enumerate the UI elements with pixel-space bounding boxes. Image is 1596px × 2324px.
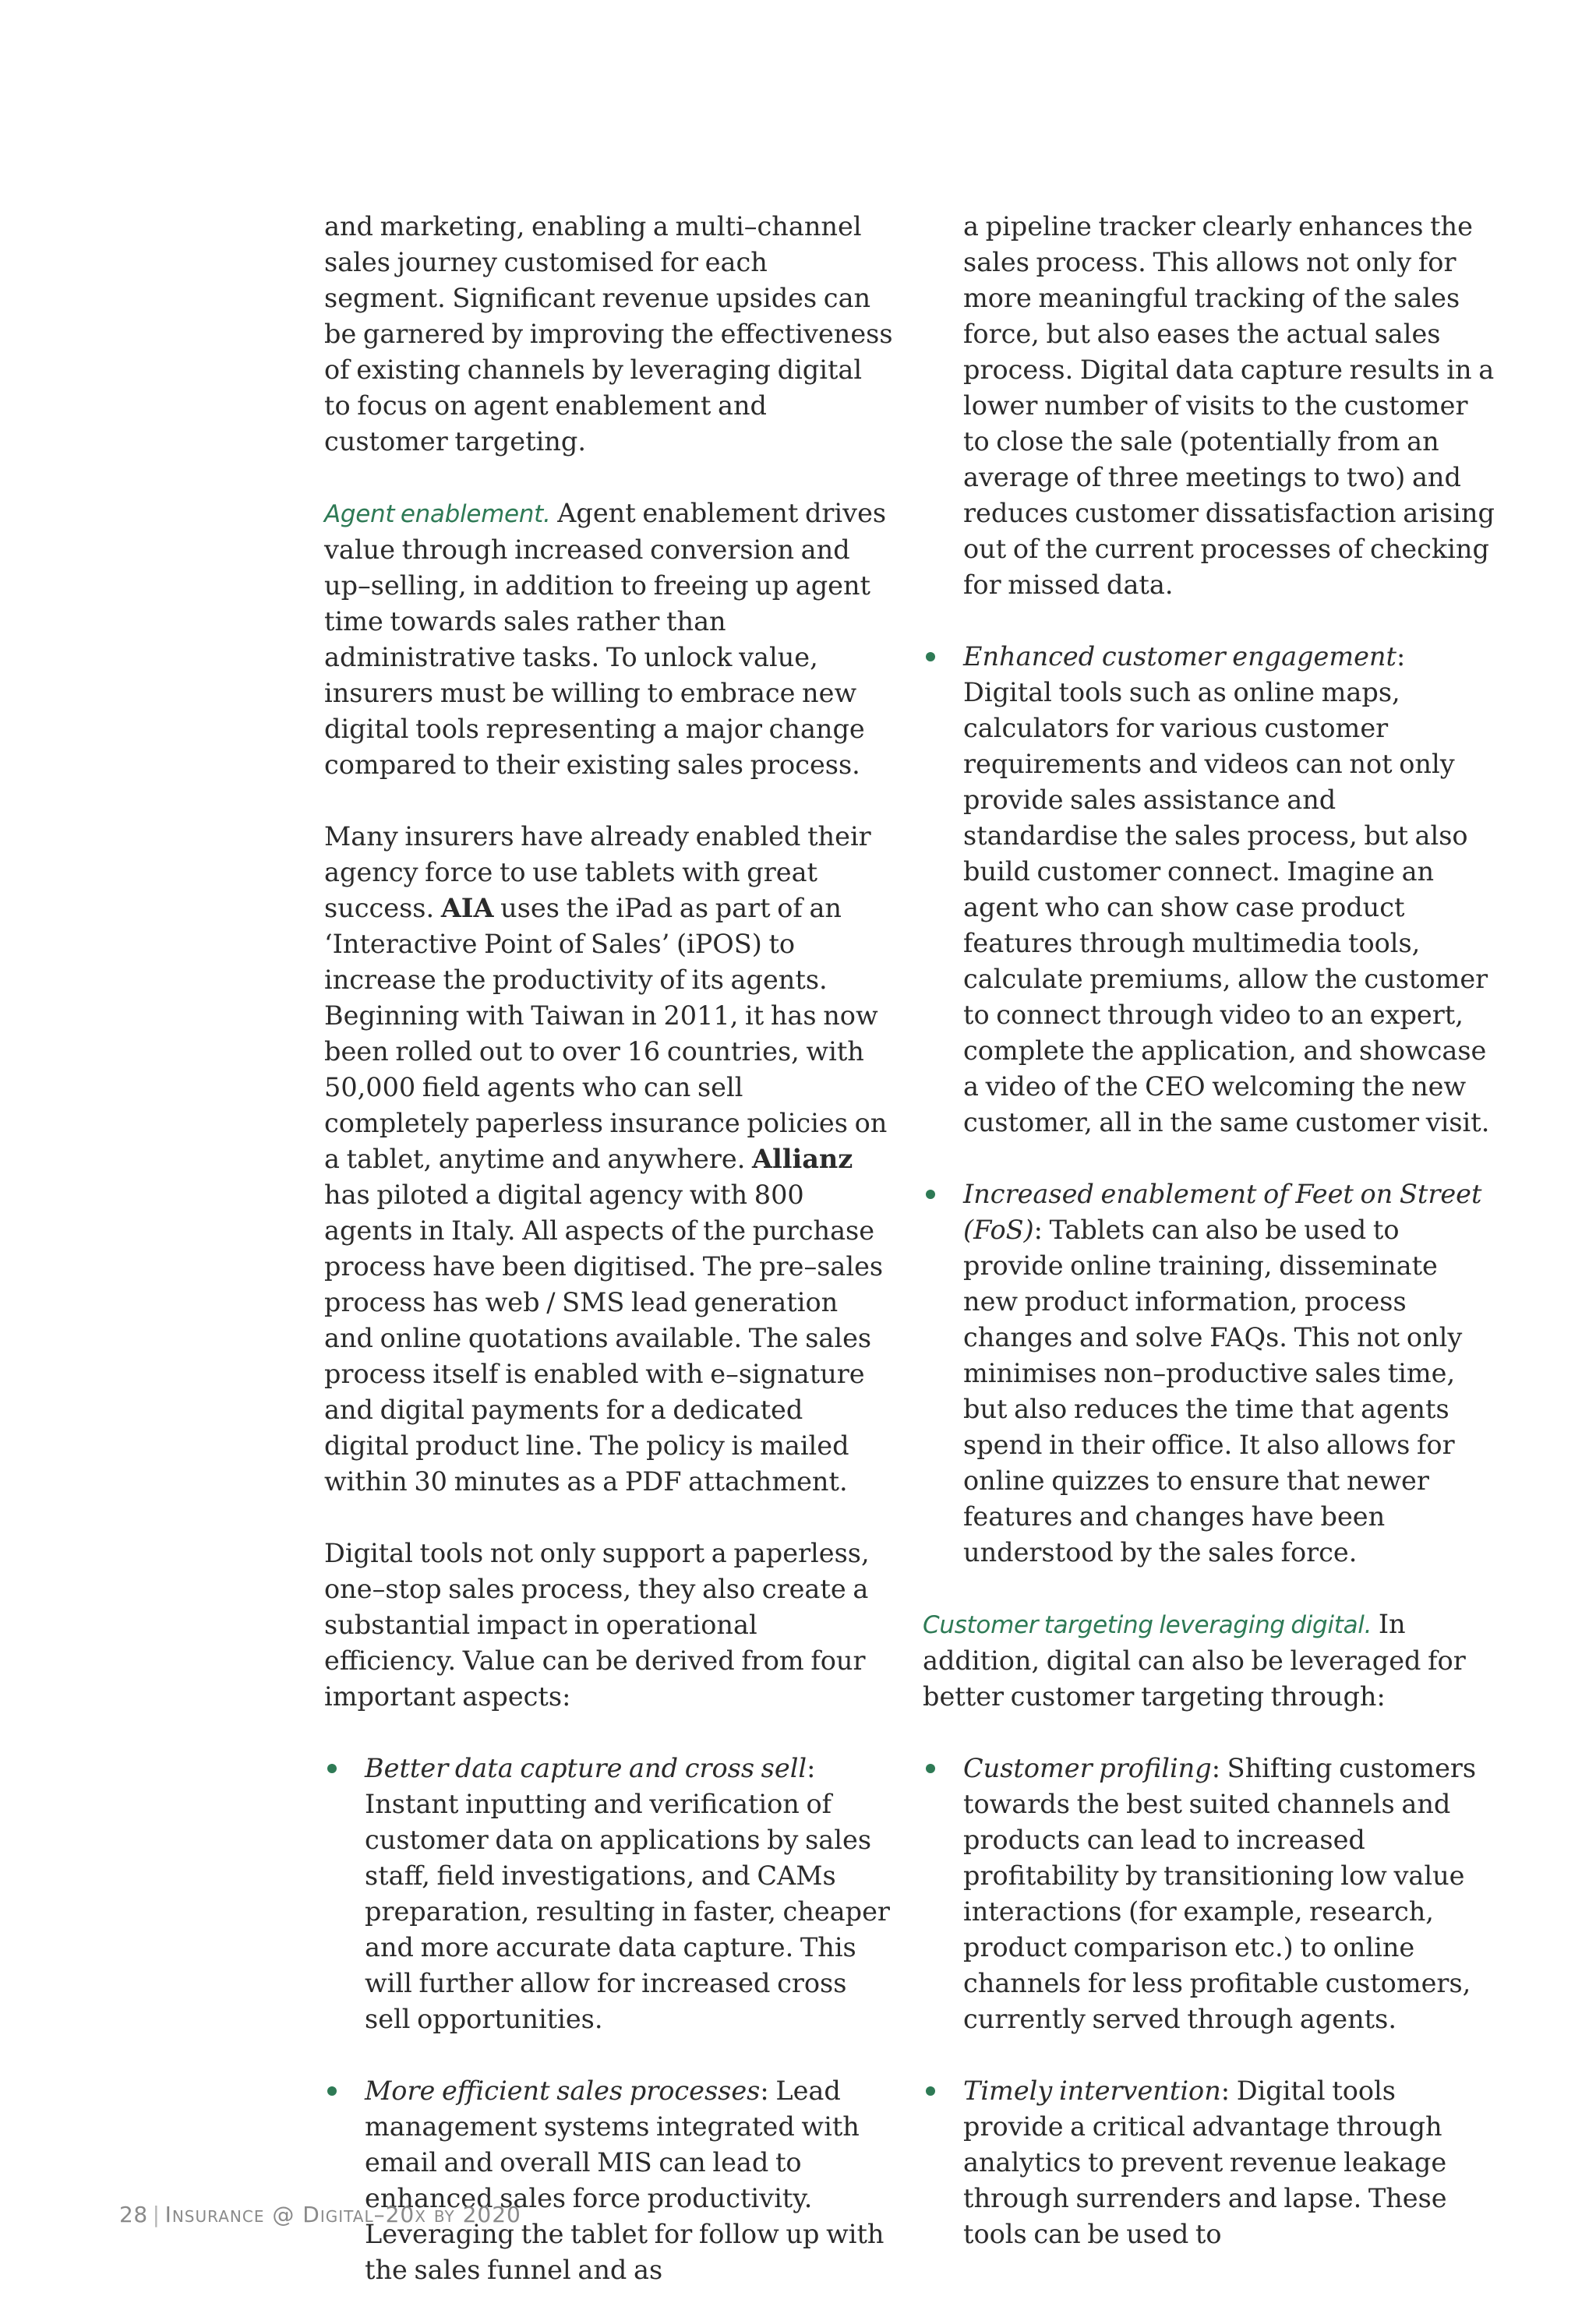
agent-enablement-text: Agent enablement drives value through increased conversion and up–selling, in addition to freeing up agent time towards sales rather than administrative tasks. To unlock value, insurers must be willing to embrace new digital tools representing a major change compared to their existing sales process. <box>324 498 887 780</box>
bullet-continuation: a pipeline tracker clearly enhances the sales process. This allows not only for more meaningful tracking of the sales force, but also eases the actual sales process. Digital data capture results in a lower number of visits to the customer to close the sale (potentially from an average of three meetings to two) and reduces customer dissatisfaction arising out of the current processes of checking for missed data. <box>963 211 1495 600</box>
bullet-term: Better data capture and cross sell <box>365 1753 807 1783</box>
bullet-text: : Shifting customers towards the best suited channels and products can lead to increased profitability by transitioning low value interactions (for example, research, product comparison etc.) to online channels for less profitable customers, currently served through agents. <box>963 1753 1477 2034</box>
list-item <box>324 2073 893 2288</box>
bullet-term: Customer profiling <box>963 1753 1212 1783</box>
customer-targeting-heading: Customer targeting leveraging digital. <box>923 1611 1372 1639</box>
bullet-icon <box>926 652 935 661</box>
page-footer <box>119 2202 521 2227</box>
tablet-adoption-text-2: uses the iPad as part of an ‘Interactive Point of Sales’ (iPOS) to increase the productivity of its agents. Beginning with Taiwan in 2011, it has now been rolled out to over 16 countries, with 50,000 field agents who can sell completely paperless insurance policies on a tablet, anytime and anywhere. <box>324 893 888 1174</box>
list-item <box>324 1751 893 2037</box>
list-item <box>923 1176 1495 1571</box>
list-item <box>923 1751 1495 2037</box>
allianz-name: Allianz <box>752 1144 853 1174</box>
bullet-icon <box>926 1764 935 1773</box>
customer-targeting-paragraph <box>923 1606 1495 1715</box>
aspects-list-continued <box>923 639 1495 1571</box>
bullet-text: : Lead management systems integrated with email and overall MIS can lead to enhanced sales force productivity. Leveraging the tablet for follow up with the sales funnel and as <box>365 2075 885 2285</box>
intro-paragraph: and marketing, enabling a multi–channel sales journey customised for each segment. Significant revenue upsides can be garnered by improving the effectiveness of existing channels by leveraging digital to focus on agent enablement and customer targeting. <box>324 211 893 457</box>
publication-title: Insurance @ Digital–20x by 2020 <box>164 2202 521 2227</box>
bullet-icon <box>327 2086 337 2096</box>
bullet-term: More efficient sales processes <box>365 2075 761 2106</box>
bullet-icon <box>327 1764 337 1773</box>
customer-targeting-text: In addition, digital can also be leveraged for better customer targeting through: <box>923 1609 1466 1712</box>
list-item <box>923 639 1495 1141</box>
bullet-text: : Tablets can also be used to provide online training, disseminate new product information, process changes and solve FAQs. This not only minimises non–productive sales time, but also reduces the time that agents spend in their office. It also allows for online quizzes to ensure that newer features and changes have been understood by the sales force. <box>963 1215 1463 1568</box>
operational-efficiency-paragraph: Digital tools not only support a paperless, one–stop sales process, they also create a substantial impact in operational efficiency. Value can be derived from four important aspects: <box>324 1538 870 1712</box>
tablet-adoption-text-1: Many insurers have already enabled their agency force to use tablets with great success. <box>324 821 871 923</box>
bullet-term: Increased enablement of Feet on Street (FoS) <box>963 1179 1482 1245</box>
targeting-list <box>923 1751 1495 2252</box>
bullet-icon <box>926 2086 935 2096</box>
list-item <box>923 2073 1495 2252</box>
bullet-text: : Digital tools such as online maps, calculators for various customer requirements and videos can not only provide sales assistance and standardise the sales process, but also build customer connect. Imagine an agent who can show case product features through multimedia tools, calculate premiums, allow the customer to connect through video to an expert, complete the application, and showcase a video of the CEO welcoming the new customer, all in the same customer visit. <box>963 641 1490 1137</box>
bullet-text: : Digital tools provide a critical advantage through analytics to prevent revenue leakage through surrenders and lapse. These tools can be used to <box>963 2075 1447 2249</box>
agent-enablement-paragraph <box>324 495 893 783</box>
bullet-term: Enhanced customer engagement <box>963 641 1396 672</box>
left-column <box>324 209 893 2324</box>
page-number: 28 <box>119 2202 148 2227</box>
bullet-term: Timely intervention <box>963 2075 1221 2106</box>
footer-separator: | <box>152 2202 161 2227</box>
agent-enablement-heading: Agent enablement. <box>324 500 551 528</box>
tablet-adoption-paragraph <box>324 819 893 1500</box>
bullet-icon <box>926 1190 935 1199</box>
aia-name: AIA <box>440 893 494 923</box>
right-column <box>923 209 1495 2288</box>
tablet-adoption-text-3: has piloted a digital agency with 800 agents in Italy. All aspects of the purchase process have been digitised. The pre–sales process has web / SMS lead generation and online quotations available. The sales process itself is enabled with e–signature and digital payments for a dedicated digital product line. The policy is mailed within 30 minutes as a PDF attachment. <box>324 1180 884 1497</box>
bullet-text: : Instant inputting and verification of customer data on applications by sales staff, field investigations, and CAMs preparation, resulting in faster, cheaper and more accurate data capture. This will further allow for increased cross sell opportunities. <box>365 1753 890 2034</box>
